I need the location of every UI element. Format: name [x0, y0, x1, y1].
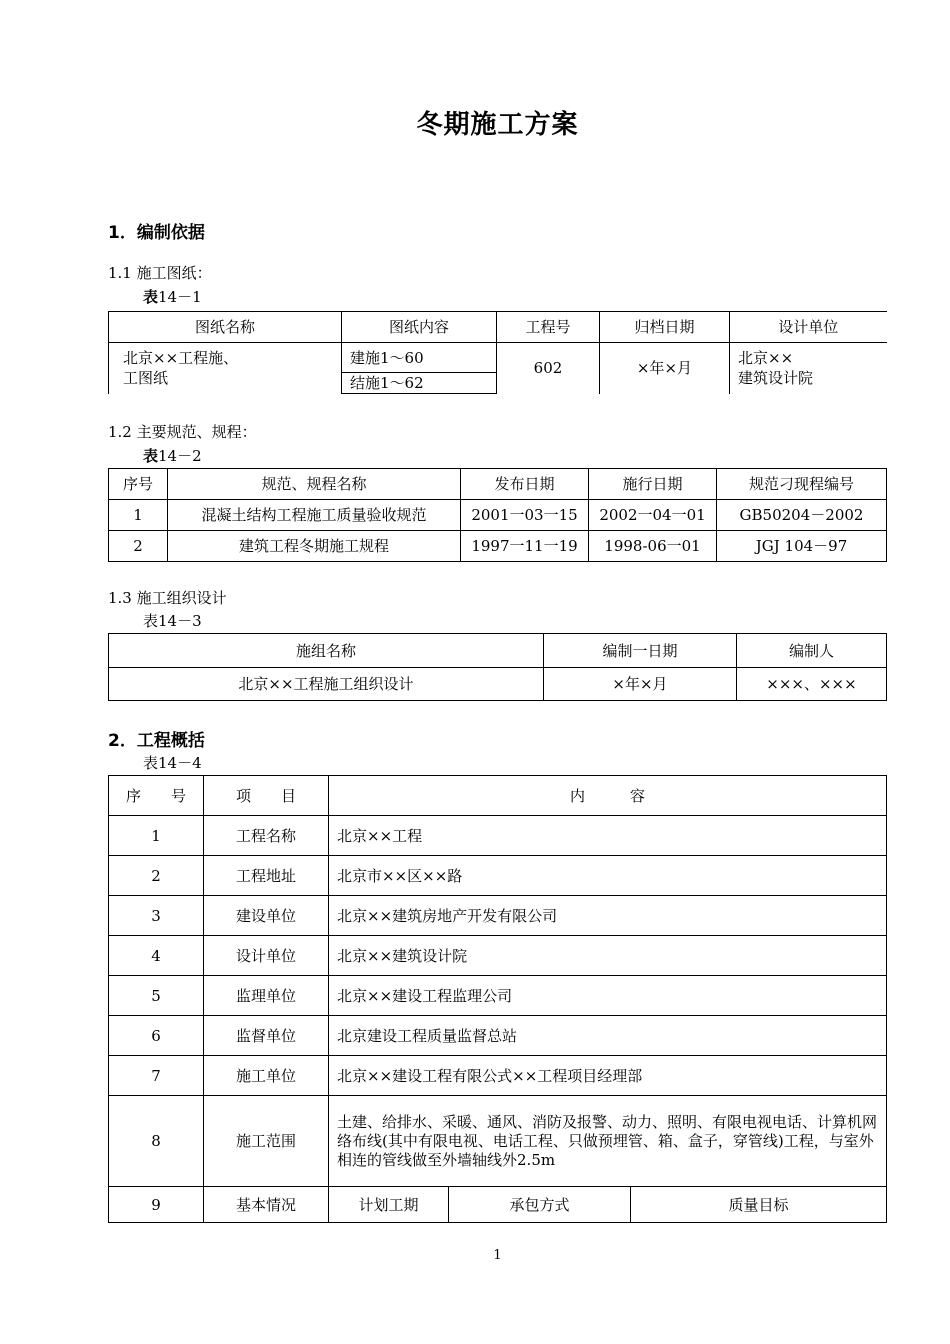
header-cell: 序号 [109, 469, 168, 500]
row-item: 设计单位 [204, 936, 329, 976]
table-row [109, 816, 887, 856]
table-row [109, 856, 887, 896]
s12-table-number: 表14－2 [143, 447, 202, 465]
row-number: 3 [109, 896, 204, 936]
header-cell: 内 容 [329, 776, 887, 816]
row-content: 北京××建筑房地产开发有限公司 [329, 896, 887, 936]
planned-duration-cell: 计划工期 [329, 1187, 449, 1223]
page-title: 冬期施工方案 [416, 110, 579, 140]
table-cell: 建筑工程冬期施工规程 [168, 531, 461, 562]
contract-method-cell: 承包方式 [449, 1187, 631, 1223]
row-number: 6 [109, 1016, 204, 1056]
row-number: 7 [109, 1056, 204, 1096]
table-header-row [109, 312, 887, 343]
header-cell: 归档日期 [600, 312, 730, 343]
drawings-table [108, 311, 887, 394]
table-cell: ×年×月 [544, 668, 737, 701]
table-row [109, 1016, 887, 1056]
header-cell: 编制人 [737, 634, 887, 668]
row-number: 8 [109, 1096, 204, 1187]
row-item: 基本情况 [204, 1187, 329, 1223]
s13-label: 1.3 施工组织设计 [108, 589, 227, 607]
table-cell: 混凝土结构工程施工质量验收规范 [168, 500, 461, 531]
quality-target-cell: 质量目标 [631, 1187, 887, 1223]
s11-table-number: 表14－1 [143, 288, 202, 306]
header-cell: 规范、规程名称 [168, 469, 461, 500]
header-cell: 编制一日期 [544, 634, 737, 668]
table-cell: 北京××工程施工组织设计 [109, 668, 544, 701]
s12-label: 1.2 主要规范、规程： [108, 423, 257, 441]
drawing-content-cell: 建施1～60 [342, 343, 497, 373]
drawing-name-cell: 北京××工程施、 工图纸 [109, 343, 342, 394]
row-item: 工程地址 [204, 856, 329, 896]
project-overview-table [108, 775, 887, 1223]
row-content: 北京××建筑设计院 [329, 936, 887, 976]
table-row [109, 936, 887, 976]
table-row [109, 1096, 887, 1187]
page-number: 1 [493, 1248, 502, 1263]
row-number: 4 [109, 936, 204, 976]
row-item: 施工单位 [204, 1056, 329, 1096]
header-cell: 发布日期 [461, 469, 589, 500]
table-cell: 2001一03一15 [461, 500, 589, 531]
table-cell: 1998-06一01 [589, 531, 717, 562]
header-cell: 规范刁现程编号 [717, 469, 887, 500]
row-number: 1 [109, 816, 204, 856]
row-item: 建设单位 [204, 896, 329, 936]
s11-label: 1.1 施工图纸： [108, 264, 212, 282]
table-header-row [109, 469, 887, 500]
archive-date-cell: ×年×月 [600, 343, 730, 394]
row-number: 9 [109, 1187, 204, 1223]
construction-org-table [108, 633, 887, 701]
standards-table [108, 468, 887, 562]
row-content: 北京××建设工程监理公司 [329, 976, 887, 1016]
table-cell: ×××、××× [737, 668, 887, 701]
header-cell: 图纸内容 [342, 312, 497, 343]
project-no-cell: 602 [497, 343, 600, 394]
header-cell: 工程号 [497, 312, 600, 343]
row-number: 5 [109, 976, 204, 1016]
table-header-row [109, 776, 887, 816]
row-item: 施工范围 [204, 1096, 329, 1187]
section-1-heading: 1．编制依据 [108, 223, 205, 243]
table-cell: 1997一11一19 [461, 531, 589, 562]
s2-table-number: 表14－4 [143, 754, 202, 772]
table-cell: 1 [109, 500, 168, 531]
row-content: 北京××建设工程有限公式××工程项目经理部 [329, 1056, 887, 1096]
header-cell: 施行日期 [589, 469, 717, 500]
design-unit-cell: 北京×× 建筑设计院 [730, 343, 887, 394]
drawing-content-cell: 结施1～62 [342, 373, 497, 394]
section-2-heading: 2．工程概括 [108, 731, 205, 751]
table-cell: 2002一04一01 [589, 500, 717, 531]
header-cell: 项 目 [204, 776, 329, 816]
header-cell: 序 号 [109, 776, 204, 816]
table-row [109, 1187, 887, 1223]
table-row [109, 1056, 887, 1096]
header-cell: 设计单位 [730, 312, 887, 343]
table-cell: GB50204－2002 [717, 500, 887, 531]
row-item: 工程名称 [204, 816, 329, 856]
table-row [109, 531, 887, 562]
row-item: 监理单位 [204, 976, 329, 1016]
header-cell: 图纸名称 [109, 312, 342, 343]
row-content: 北京市××区××路 [329, 856, 887, 896]
table-row [109, 500, 887, 531]
row-content: 土建、给排水、采暖、通风、消防及报警、动力、照明、有限电视电话、计算机网络布线(其中有限电视、电话工程、只做预埋管、箱、盒子，穿管线)工程，与室外相连的管线做至外墙轴线外2.5m [329, 1096, 887, 1187]
table-row [109, 668, 887, 701]
table-row [109, 896, 887, 936]
row-item: 监督单位 [204, 1016, 329, 1056]
table-cell: 2 [109, 531, 168, 562]
row-content: 北京××工程 [329, 816, 887, 856]
table-header-row [109, 634, 887, 668]
header-cell: 施组名称 [109, 634, 544, 668]
table-row [109, 343, 887, 373]
table-row [109, 976, 887, 1016]
row-content: 北京建设工程质量监督总站 [329, 1016, 887, 1056]
table-cell: JGJ 104－97 [717, 531, 887, 562]
s13-table-number: 表14－3 [143, 612, 202, 630]
row-number: 2 [109, 856, 204, 896]
